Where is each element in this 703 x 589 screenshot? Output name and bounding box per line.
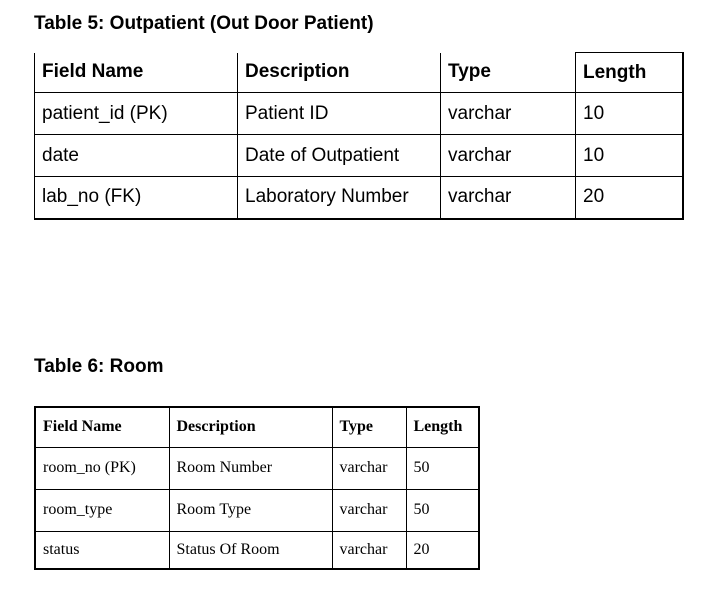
- table-row: [35, 93, 683, 135]
- table-row: [35, 489, 479, 531]
- cell-length: 50: [406, 489, 479, 531]
- cell-description: Patient ID: [238, 93, 441, 135]
- outpatient-table: [34, 52, 684, 220]
- cell-type: varchar: [441, 135, 576, 177]
- cell-length: 20: [406, 531, 479, 569]
- cell-type: varchar: [332, 489, 406, 531]
- cell-length: 10: [576, 93, 683, 135]
- cell-length: 20: [576, 177, 683, 219]
- header-field-name: Field Name: [35, 53, 238, 93]
- table6-caption: Table 6: Room: [34, 356, 164, 377]
- table-header-row: [35, 53, 683, 93]
- cell-type: varchar: [441, 177, 576, 219]
- cell-field-name: room_type: [35, 489, 169, 531]
- header-length: Length: [576, 53, 683, 93]
- table-row: [35, 531, 479, 569]
- header-type: Type: [332, 407, 406, 447]
- cell-type: varchar: [332, 447, 406, 489]
- table-row: [35, 447, 479, 489]
- cell-description: Laboratory Number: [238, 177, 441, 219]
- cell-description: Date of Outpatient: [238, 135, 441, 177]
- table-row: [35, 135, 683, 177]
- cell-description: Status Of Room: [169, 531, 332, 569]
- cell-length: 50: [406, 447, 479, 489]
- cell-description: Room Number: [169, 447, 332, 489]
- cell-field-name: patient_id (PK): [35, 93, 238, 135]
- cell-length: 10: [576, 135, 683, 177]
- cell-field-name: status: [35, 531, 169, 569]
- cell-field-name: room_no (PK): [35, 447, 169, 489]
- header-description: Description: [169, 407, 332, 447]
- cell-type: varchar: [332, 531, 406, 569]
- header-length: Length: [406, 407, 479, 447]
- cell-type: varchar: [441, 93, 576, 135]
- header-field-name: Field Name: [35, 407, 169, 447]
- table-header-row: [35, 407, 479, 447]
- room-table: [34, 406, 480, 570]
- header-type: Type: [441, 53, 576, 93]
- table-row: [35, 177, 683, 219]
- table5-caption: Table 5: Outpatient (Out Door Patient): [34, 13, 374, 34]
- cell-field-name: lab_no (FK): [35, 177, 238, 219]
- header-description: Description: [238, 53, 441, 93]
- cell-field-name: date: [35, 135, 238, 177]
- cell-description: Room Type: [169, 489, 332, 531]
